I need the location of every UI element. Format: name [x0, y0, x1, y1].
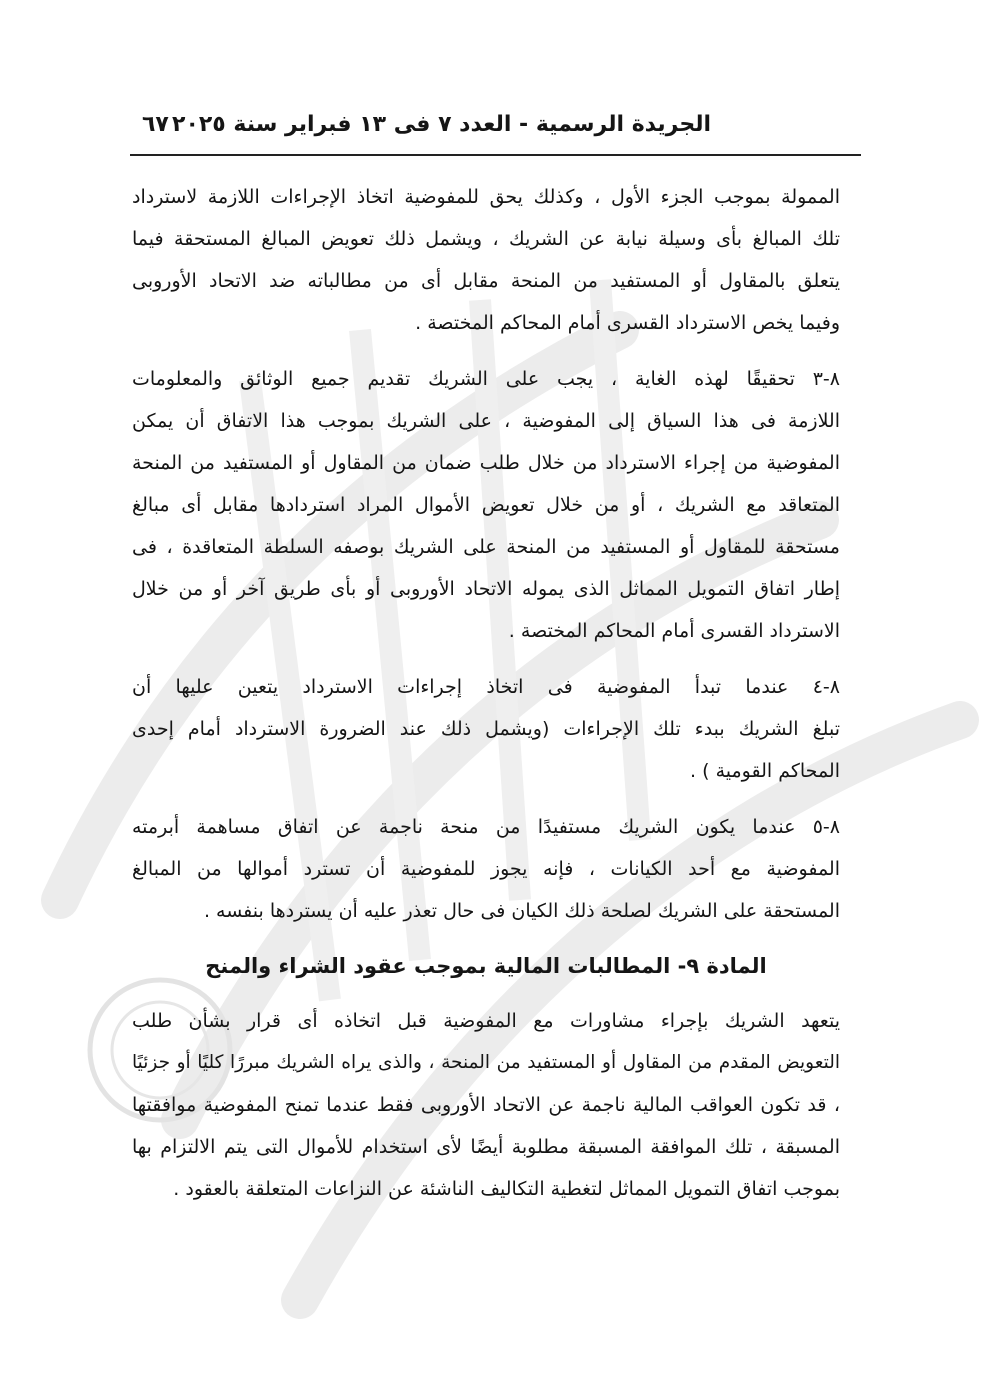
text-line: اللازمة فى هذا السياق إلى المفوضية ، على الشريك بموجب هذا الاتفاق أن يمكن [132, 410, 840, 432]
paragraph-8-3 [132, 358, 840, 652]
text-line: التعويض المقدم من المقاول أو المستفيد من المنحة ، والذى يراه الشريك مبررًا كليًا أو جزئيًا [132, 1052, 840, 1073]
page-header [130, 108, 861, 150]
text-line: ٨-٤ عندما تبدأ المفوضية فى اتخاذ إجراءات الاسترداد يتعين عليها أن [132, 676, 840, 698]
paragraph-continuation [132, 176, 840, 344]
text-line: المسبقة ، تلك الموافقة المسبقة مطلوبة أيضًا لأى استخدام للأموال التى يتم الالتزام بها [132, 1136, 840, 1158]
text-line: يتعهد الشريك بإجراء مشاورات مع المفوضية قبل اتخاذه أى قرار بشأن طلب [132, 1010, 840, 1032]
paragraph-8-4 [132, 666, 840, 792]
text-line: الممولة بموجب الجزء الأول ، وكذلك يحق للمفوضية اتخاذ الإجراءات اللازمة لاسترداد [132, 186, 840, 208]
text-line: يتعلق بالمقاول أو المستفيد من المنحة مقابل أى من مطالباته ضد الاتحاد الأوروبى [132, 270, 840, 292]
header-divider [130, 154, 861, 156]
page-number: ٦٧ [142, 112, 169, 137]
paragraph-article-9 [132, 1000, 840, 1210]
text-line: بموجب اتفاق التمويل المماثل لتغطية التكاليف الناشئة عن النزاعات المتعلقة بالعقود . [173, 1178, 840, 1200]
text-line: المتعاقد مع الشريك ، أو من خلال تعويض الأموال المراد استردادها مقابل أى مبالغ [132, 494, 840, 516]
text-line: تبلغ الشريك ببدء تلك الإجراءات (ويشمل ذلك عند الضرورة الاسترداد أمام إحدى [132, 718, 840, 740]
text-line: وفيما يخص الاسترداد القسرى أمام المحاكم المختصة . [415, 312, 840, 334]
text-line: المفوضية من إجراء الاسترداد من خلال طلب ضمان من المقاول أو المستفيد من المنحة [132, 452, 840, 474]
text-line: ٨-٥ عندما يكون الشريك مستفيدًا من منحة ناجمة عن اتفاق مساهمة أبرمته [132, 816, 840, 838]
text-line: ، قد تكون العواقب المالية ناجمة عن الاتحاد الأوروبى فقط عندما تمنح المفوضية موافقتها [132, 1094, 840, 1116]
text-line: مستحقة للمقاول أو المستفيد من المنحة على الشريك بوصفه السلطة المتعاقدة ، فى [132, 536, 840, 558]
text-line: الاسترداد القسرى أمام المحاكم المختصة . [508, 620, 840, 642]
text-line: المحاكم القومية ) . [690, 760, 840, 782]
text-line: المستحقة على الشريك لصلحة ذلك الكيان فى حال تعذر عليه أن يستردها بنفسه . [203, 900, 840, 922]
gazette-title: الجريدة الرسمية - العدد ٧ فى ١٣ فبراير سنة ٢٠٢٥ [172, 112, 711, 137]
paragraph-8-5 [132, 806, 840, 932]
text-line: إطار اتفاق التمويل المماثل الذى يموله الاتحاد الأوروبى أو بأى طريق آخر أو من خلال [132, 578, 840, 600]
text-line: المفوضية مع أحد الكيانات ، فإنه يجوز للمفوضية أن تسترد أموالها من المبالغ [132, 858, 840, 880]
text-line: تلك المبالغ بأى وسيلة نيابة عن الشريك ، ويشمل ذلك تعويض المبالغ المستحقة فيما [132, 228, 840, 250]
article-9-heading: المادة ٩- المطالبات المالية بموجب عقود الشراء والمنح [205, 954, 767, 978]
body-text [132, 176, 840, 1224]
text-line: ٨-٣ تحقيقًا لهذه الغاية ، يجب على الشريك تقديم جميع الوثائق والمعلومات [132, 368, 840, 390]
